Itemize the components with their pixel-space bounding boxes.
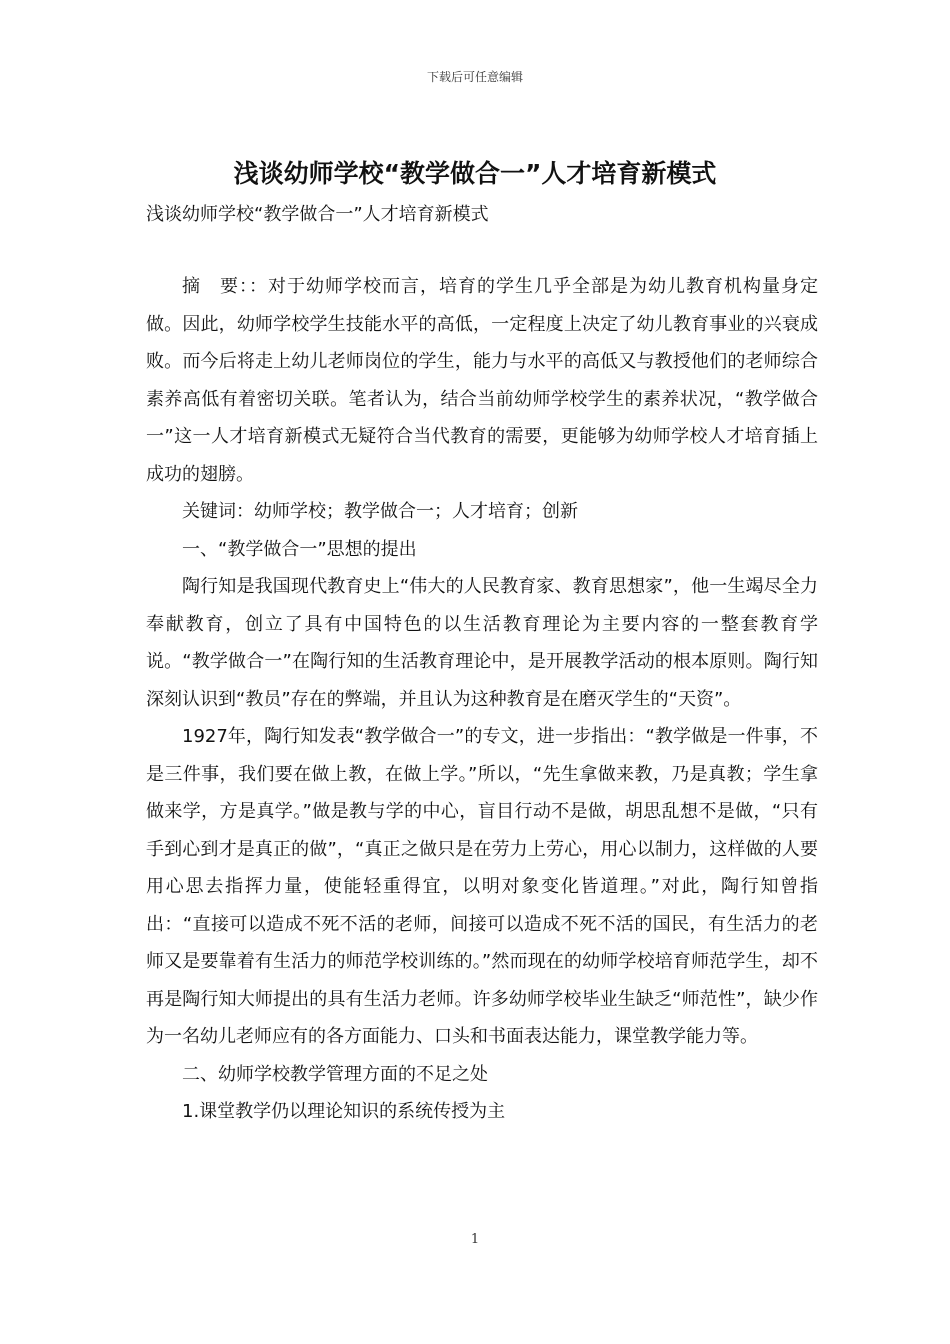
body-paragraph: 1927年，陶行知发表“教学做合一”的专文，进一步指出：“教学做是一件事，不是三件事，我们要在做上教，在做上学。”所以，“先生拿做来教，乃是真教；学生拿做来学，方是真学。”做是教与学的中心，盲目行动不是做，胡思乱想不是做，“只有手到心到才是真正的做”，“真正之做只是在劳力上劳心，用心以制力，这样做的人要用心思去指挥力量，使能轻重得宜，以明对象变化皆道理。”对此，陶行知曾指出：“直接可以造成不死不活的老师，间接可以造成不死不活的国民，有生活力的老师又是要靠着有生活力的师范学校训练的。”然而现在的幼师学校培育师范学生，却不再是陶行知大师提出的具有生活力老师。许多幼师学校毕业生缺乏“师范性”，缺少作为一名幼儿老师应有的各方面能力、口头和书面表达能力，课堂教学能力等。 bbox=[146, 726, 818, 1047]
page-number: 1 bbox=[470, 1232, 480, 1247]
keywords-paragraph: 关键词：幼师学校；教学做合一；人才培育；创新 bbox=[182, 501, 578, 522]
abstract-paragraph: 摘 要：：对于幼师学校而言，培育的学生几乎全部是为幼儿教育机构量身定做。因此，幼师学校学生技能水平的高低，一定程度上决定了幼儿教育事业的兴衰成败。而今后将走上幼儿老师岗位的学生，能力与水平的高低又与教授他们的老师综合素养高低有着密切关联。笔者认为，结合当前幼师学校学生的素养状况，“教学做合一”这一人才培育新模式无疑符合当代教育的需要，更能够为幼师学校人才培育插上成功的翅膀。 bbox=[146, 276, 818, 485]
document-title: 浅谈幼师学校“教学做合一”人才培育新模式 bbox=[233, 159, 717, 188]
section-heading-1: 一、“教学做合一”思想的提出 bbox=[182, 538, 417, 560]
body-paragraph: 陶行知是我国现代教育史上“伟大的人民教育家、教育思想家”，他一生竭尽全力奉献教育，创立了具有中国特色的以生活教育理论为主要内容的一整套教育学说。“教学做合一”在陶行知的生活教育理论中，是开展教学活动的根本原则。陶行知深刻认识到“教员”存在的弊端，并且认为这种教育是在磨灭学生的“天资”。 bbox=[146, 576, 818, 710]
document-body bbox=[146, 268, 818, 1131]
document-subtitle: 浅谈幼师学校“教学做合一”人才培育新模式 bbox=[146, 204, 489, 225]
header-note: 下载后可任意编辑 bbox=[426, 70, 523, 84]
section-heading-2: 二、幼师学校教学管理方面的不足之处 bbox=[182, 1063, 488, 1085]
subsection-heading-1: 1.课堂教学仍以理论知识的系统传授为主 bbox=[182, 1101, 506, 1122]
